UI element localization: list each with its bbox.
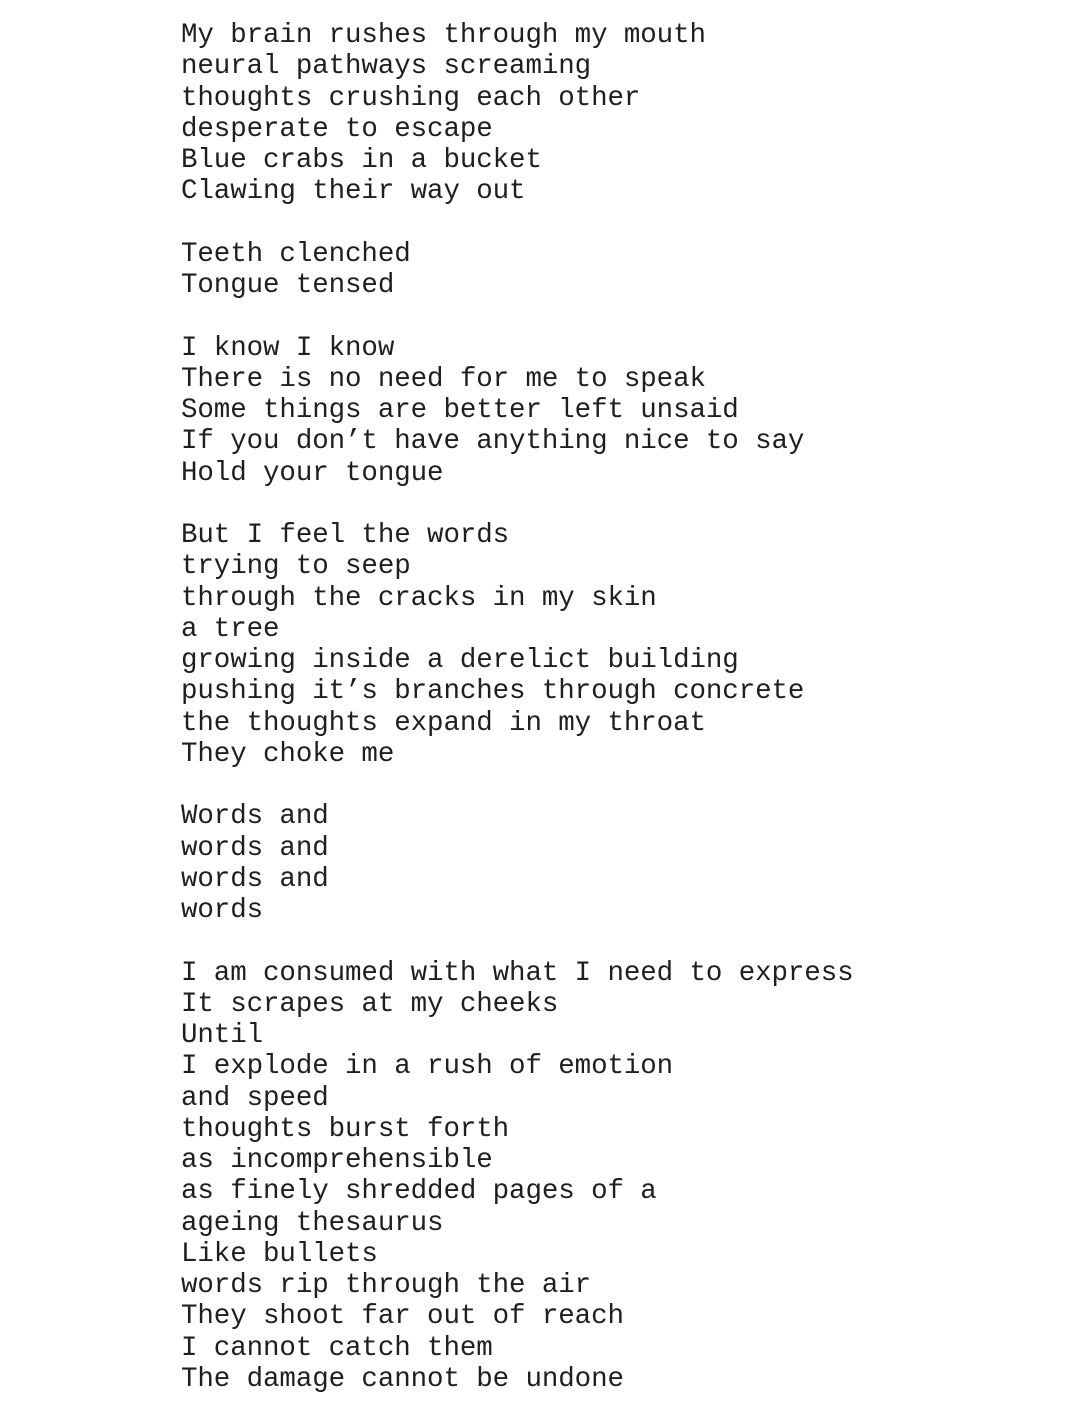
stanza-6 xyxy=(181,958,1061,1396)
poem-line: words xyxy=(181,895,264,926)
poem-line: trying to seep xyxy=(181,551,411,583)
poem-line: It scrapes at my cheeks xyxy=(181,988,559,1020)
poem-line: Some things are better left unsaid xyxy=(181,395,739,426)
poem-line: There is no need for me to speak xyxy=(181,363,706,395)
poem-line: neural pathways screaming xyxy=(181,51,592,83)
poem-line: as incomprehensible xyxy=(181,1145,493,1176)
poem-line: Like bullets xyxy=(181,1238,378,1270)
poem-line: But I feel the words xyxy=(181,520,510,551)
poem-line: Words and xyxy=(181,801,329,833)
poem-line: thoughts burst forth xyxy=(181,1113,510,1145)
poem-line: words rip through the air xyxy=(181,1270,592,1301)
poem-line: Hold your tongue xyxy=(181,457,444,489)
poem-line: pushing it’s branches through concrete xyxy=(181,676,805,708)
poem-page xyxy=(181,20,1061,1395)
poem-line: thoughts crushing each other xyxy=(181,82,641,114)
stanza-4 xyxy=(181,520,1061,770)
poem-line: desperate to escape xyxy=(181,113,493,145)
poem-line: I know I know xyxy=(181,332,395,364)
poem-line: They shoot far out of reach xyxy=(181,1301,624,1333)
poem-line: and speed xyxy=(181,1082,329,1114)
poem-line: ageing thesaurus xyxy=(181,1207,444,1239)
poem-line: growing inside a derelict building xyxy=(181,645,739,676)
poem-line: through the cracks in my skin xyxy=(181,582,657,614)
poem-line: words and xyxy=(181,863,329,895)
poem-line: I am consumed with what I need to express xyxy=(181,957,854,989)
poem-line: Teeth clenched xyxy=(181,238,411,270)
poem-line: Tongue tensed xyxy=(181,270,395,301)
poem-line: I cannot catch them xyxy=(181,1332,493,1364)
poem-line: as finely shredded pages of a xyxy=(181,1176,657,1208)
poem-line: The damage cannot be undone xyxy=(181,1363,624,1395)
poem-line: Until xyxy=(181,1020,264,1051)
stanza-2 xyxy=(181,239,1061,302)
stanza-5 xyxy=(181,801,1061,926)
poem-line: I explode in a rush of emotion xyxy=(181,1051,674,1083)
poem-line: If you don’t have anything nice to say xyxy=(181,426,805,458)
poem-line: My brain rushes through my mouth xyxy=(181,20,706,51)
poem-line: Clawing their way out xyxy=(181,176,526,208)
poem-line: a tree xyxy=(181,613,280,645)
poem-line: words and xyxy=(181,832,329,864)
poem-line: the thoughts expand in my throat xyxy=(181,707,706,739)
stanza-1 xyxy=(181,20,1061,208)
poem-line: They choke me xyxy=(181,738,395,770)
poem-line: Blue crabs in a bucket xyxy=(181,145,542,176)
stanza-3 xyxy=(181,333,1061,489)
